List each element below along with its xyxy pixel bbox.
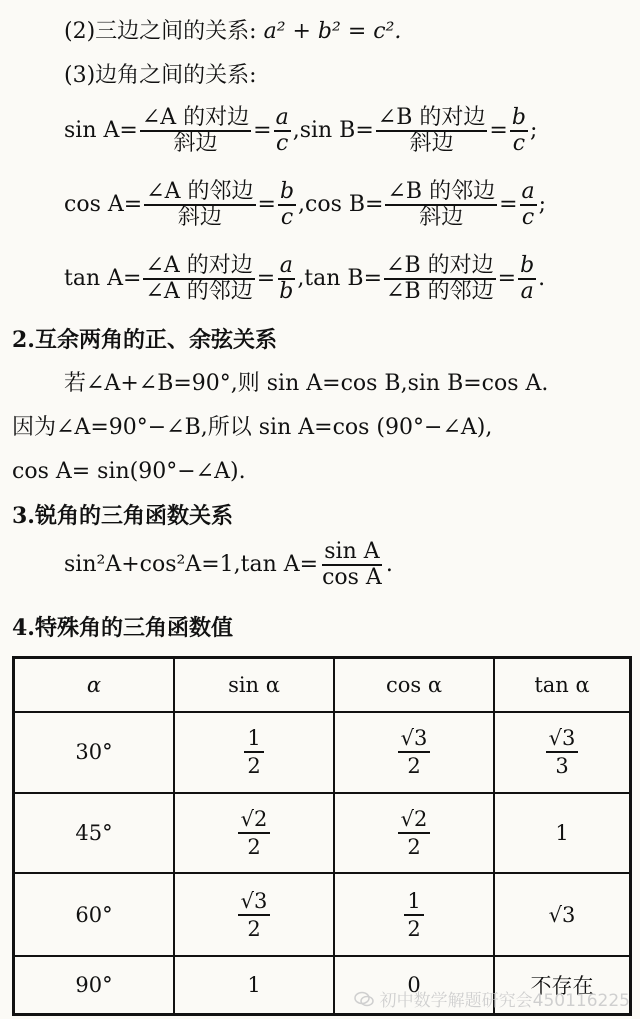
var-c: c	[280, 205, 294, 230]
complementary-statement: 若∠A+∠B=90°,则 sin A=cos B,sin B=cos A.	[64, 371, 549, 396]
side-relation-line	[64, 18, 401, 46]
opp-b: ∠B 的对边	[386, 253, 494, 278]
table-row	[14, 873, 631, 956]
opp-a: ∠A 的对边	[145, 253, 253, 278]
identity-num: sin A	[324, 539, 380, 564]
cos-cell	[334, 793, 494, 874]
numerator: √3	[398, 725, 431, 753]
adj-a: ∠A 的邻边	[146, 179, 254, 204]
var-c: c	[275, 131, 289, 156]
period: .	[385, 552, 393, 577]
numerator: 1	[404, 888, 423, 916]
var-a: a	[275, 105, 289, 130]
angle-cell: 30°	[14, 712, 175, 793]
denominator: 2	[407, 916, 421, 941]
cos-b-label: ,cos B=	[298, 192, 384, 217]
adj-b: ∠B 的邻边	[386, 279, 494, 304]
angle-cell: 45°	[14, 793, 175, 874]
angle-cell: 60°	[14, 873, 175, 956]
wechat-icon	[354, 991, 374, 1007]
angle-cell: 90°	[14, 956, 175, 1015]
equals: =	[489, 118, 508, 143]
header-sin: sin α	[174, 658, 334, 712]
cos-cell	[334, 873, 494, 956]
cos-a-letter-fraction	[278, 180, 296, 230]
special-angle-table	[12, 656, 632, 1016]
tan-b-label: ,tan B=	[297, 266, 383, 291]
complementary-reason: 因为∠A=90°−∠B,所以 sin A=cos (90°−∠A),	[12, 415, 493, 440]
sin-b-label: ,sin B=	[292, 118, 374, 143]
header-tan: tan α	[494, 658, 631, 712]
complementary-cos: cos A= sin(90°−∠A).	[12, 459, 246, 484]
var-c: c	[512, 131, 526, 156]
tan-a-letter-fraction	[277, 254, 295, 304]
semicolon: ;	[529, 118, 538, 143]
table-row	[14, 712, 631, 793]
var-a: a	[279, 253, 293, 278]
numerator: √2	[398, 806, 431, 834]
identity-den: cos A	[322, 565, 382, 590]
section-4-title: 4.特殊角的三角函数值	[12, 615, 233, 641]
numerator: √3	[546, 725, 579, 753]
var-b: b	[511, 105, 526, 130]
tan-relations	[64, 254, 545, 304]
sin-a-word-fraction	[140, 106, 251, 156]
tan-cell: 1	[494, 793, 631, 874]
pythagorean-identity	[64, 540, 393, 590]
sin-cell	[174, 712, 334, 793]
cos-b-word-fraction	[385, 180, 497, 230]
hyp: 斜边	[419, 205, 464, 230]
header-alpha: α	[14, 658, 175, 712]
sin-b-letter-fraction	[510, 106, 528, 156]
numerator: 1	[244, 725, 263, 753]
sin-cell	[174, 793, 334, 874]
sin-cell	[174, 873, 334, 956]
var-b: b	[279, 179, 295, 204]
tan-cell: √3	[494, 873, 631, 956]
tan-a-word-fraction	[143, 254, 254, 304]
pythagorean-formula: a² + b² = c².	[263, 19, 402, 44]
sin-b-word-fraction	[376, 106, 488, 156]
tan-b-word-fraction	[384, 254, 496, 304]
var-b: b	[279, 279, 294, 304]
hyp: 斜边	[173, 131, 218, 156]
period: .	[538, 266, 546, 291]
equals: =	[499, 192, 518, 217]
cos-b-letter-fraction	[520, 180, 537, 230]
watermark	[354, 986, 630, 1011]
numerator: √2	[238, 806, 271, 834]
hyp: 斜边	[409, 131, 454, 156]
var-a: a	[520, 279, 534, 304]
identity-left: sin²A+cos²A=1,tan A=	[64, 552, 319, 577]
cos-cell: 0	[334, 956, 494, 1015]
sin-cell: 1	[174, 956, 334, 1015]
watermark-text: 初中数学解题研究会450116225	[379, 991, 630, 1011]
opp-a: ∠A 的对边	[141, 105, 250, 130]
denominator: 2	[247, 916, 261, 941]
table-row	[14, 793, 631, 874]
sin-a-letter-fraction	[274, 106, 291, 156]
tan-b-letter-fraction	[518, 254, 536, 304]
angle-side-heading: (3)边角之间的关系:	[64, 63, 257, 88]
var-a: a	[521, 179, 535, 204]
denominator: 3	[555, 754, 569, 779]
section-3-title: 3.锐角的三角函数关系	[12, 503, 233, 529]
var-c: c	[521, 205, 535, 230]
equals: =	[497, 266, 517, 291]
cos-relations	[64, 180, 546, 230]
var-b: b	[520, 253, 535, 278]
equals: =	[256, 266, 276, 291]
cos-cell	[334, 712, 494, 793]
equals: =	[253, 118, 272, 143]
tan-identity-fraction	[320, 540, 384, 590]
table-header-row	[14, 658, 631, 712]
adj-b: ∠B 的邻边	[387, 179, 496, 204]
opp-b: ∠B 的对边	[377, 105, 486, 130]
cos-a-label: cos A=	[64, 192, 143, 217]
cos-a-word-fraction	[144, 180, 255, 230]
sin-a-label: sin A=	[64, 118, 138, 143]
numerator: √3	[238, 888, 271, 916]
adj-a: ∠A 的邻边	[145, 279, 253, 304]
denominator: 2	[407, 754, 421, 779]
tan-cell	[494, 712, 631, 793]
denominator: 2	[247, 834, 261, 859]
semicolon: ;	[538, 192, 547, 217]
tan-a-label: tan A=	[64, 266, 142, 291]
section-2-title: 2.互余两角的正、余弦关系	[12, 327, 277, 353]
side-relation-label: (2)三边之间的关系:	[64, 19, 257, 44]
tan-cell: 不存在	[494, 956, 631, 1015]
header-cos: cos α	[334, 658, 494, 712]
denominator: 2	[407, 834, 421, 859]
hyp: 斜边	[177, 205, 222, 230]
denominator: 2	[247, 754, 261, 779]
equals: =	[257, 192, 276, 217]
sin-relations	[64, 106, 537, 156]
